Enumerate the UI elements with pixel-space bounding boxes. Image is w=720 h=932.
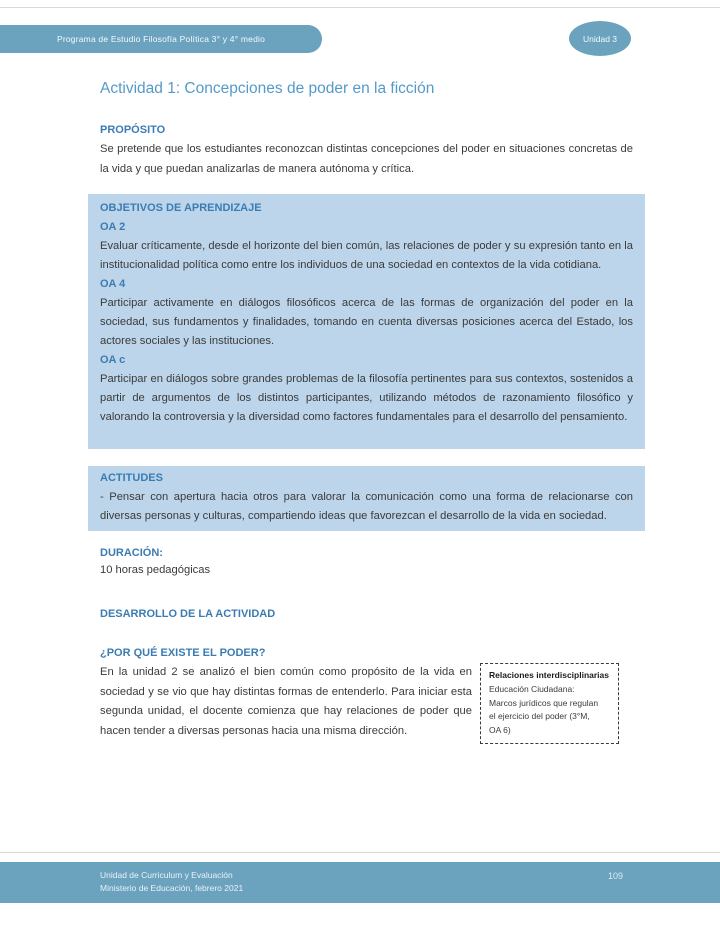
note-line: el ejercicio del poder (3°M, [489, 711, 590, 721]
note-line: OA 6) [489, 724, 511, 735]
duracion-value: 10 horas pedagógicas [100, 564, 211, 576]
proposito-body: Se pretende que los estudiantes reconozcan distintas concepciones del poder en situaciones concretas de la vida y que puedan analizarlas de manera autónoma y crítica. [100, 143, 633, 175]
objetivos-heading: OBJETIVOS DE APRENDIZAJE [100, 202, 262, 214]
oa-code: OA 2 [100, 221, 126, 233]
oa-text: Evaluar críticamente, desde el horizonte del bien común, las relaciones de poder y su expresión tanto en la institucionalidad política como entre los individuos de una sociedad en contextos de la vida cotidiana. [100, 240, 633, 271]
objetivos-box [88, 194, 645, 449]
actitudes-box [88, 466, 645, 531]
footer-org-line1: Unidad de Curriculum y Evaluación [100, 870, 233, 880]
program-banner-label: Programa de Estudio Filosofía Política 3° y 4° medio [56, 34, 266, 44]
duracion-heading: DURACIÓN: [100, 547, 163, 559]
note-line: Marcos jurídicos que regulan [489, 697, 599, 708]
proposito-heading: PROPÓSITO [100, 124, 166, 136]
section-row [100, 663, 633, 744]
footer-org [100, 869, 243, 895]
actitudes-heading: ACTITUDES [100, 472, 163, 484]
oa-text: Participar activamente en diálogos filosóficos acerca de las formas de organización del poder en la sociedad, sus fundamentos y finalidades, tomando en cuenta diversas posiciones acerca del Estado, los actores sociales y las instituciones. [100, 297, 633, 347]
actitudes-body: - Pensar con apertura hacia otros para valorar la comunicación como una forma de relacionarse con diversas personas y culturas, compartiendo ideas que favorezcan el desarrollo de la vida en sociedad. [100, 491, 633, 522]
section-body: En la unidad 2 se analizó el bien común como propósito de la vida en sociedad y se vio que hay distintas formas de entenderlo. Para iniciar esta segunda unidad, el docente comienza que hay relaciones de poder que hacen tender a diversas personas hacia una misma dirección. [100, 666, 472, 737]
oa-code: OA c [100, 354, 126, 366]
oa-text: Participar en diálogos sobre grandes problemas de la filosofía pertinentes para sus contextos, sostenidos a partir de argumentos de los distintos participantes, utilizando métodos de razonamiento filosófico y valorando la controversia y la diversidad como factores fundamentales para el desarrollo del pensamiento. [100, 373, 633, 423]
interdisciplinary-note [480, 663, 619, 744]
unit-badge-label: Unidad 3 [582, 33, 618, 44]
footer-org-line2: Ministerio de Educación, febrero 2021 [100, 883, 244, 893]
page-number: 109 [608, 871, 624, 881]
footer-bar [0, 862, 720, 903]
note-title: Relaciones interdisciplinarias [489, 670, 609, 680]
page-content [100, 0, 633, 744]
footer-rule [0, 852, 720, 853]
desarrollo-heading: DESARROLLO DE LA ACTIVIDAD [100, 608, 276, 620]
section-heading: ¿POR QUÉ EXISTE EL PODER? [100, 647, 266, 659]
note-line: Educación Ciudadana: [489, 684, 575, 694]
oa-code: OA 4 [100, 278, 126, 290]
page-title: Actividad 1: Concepciones de poder en la ficción [100, 80, 435, 97]
